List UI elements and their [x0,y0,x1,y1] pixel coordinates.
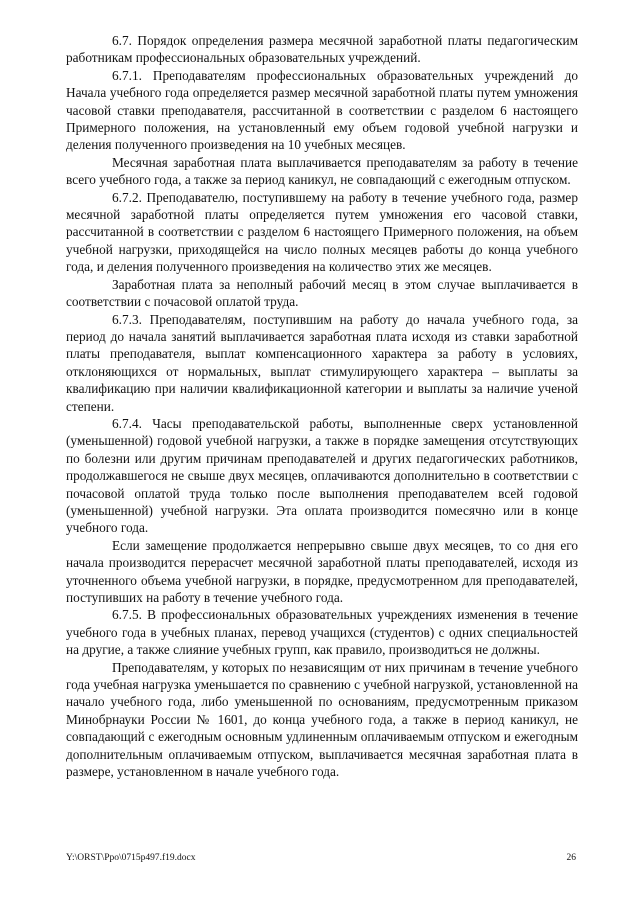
paragraph-6-7-4: 6.7.4. Часы преподавательской работы, выполненные сверх установленной (уменьшенной) годовой учебной нагрузки, а также в порядке замещения отсутствующих по болезни или другим причинам преподавателей и других педагогических работников, продолжавшегося не свыше двух месяцев, оплачиваются дополнительно в соответствии с почасовой оплатой труда только после выполнения преподавателем всей годовой (уменьшенной) учебной нагрузки. Эта оплата производится помесячно или в конце учебного года. [66,415,578,536]
paragraph-monthly-pay: Месячная заработная плата выплачивается преподавателям за работу в течение всего учебного года, а также за период каникул, не совпадающий с ежегодным отпуском. [66,154,578,188]
footer-page-number: 26 [566,853,576,863]
paragraph-6-7: 6.7. Порядок определения размера месячной заработной платы педагогическим работникам профессиональных образовательных учреждений. [66,33,578,66]
paragraph-replacement: Если замещение продолжается непрерывно свыше двух месяцев, то со дня его начала производится перерасчет месячной заработной платы преподавателей, исходя из уточненного объема учебной нагрузки, в порядке, предусмотренном для преподавателей, поступивших на работу в течение учебного года. [66,537,578,605]
paragraph-partial-month: Заработная плата за неполный рабочий месяц в этом случае выплачивается в соответствии с почасовой оплатой труда. [66,276,578,310]
paragraph-6-7-1: 6.7.1. Преподавателям профессиональных образовательных учреждений до Начала учебного года определяется размер месячной заработной платы путем умножения часовой ставки преподавателя, рассчитанной в соответствии с разделом 6 настоящего Примерного положения, на установленный ему объем годовой учебной нагрузки и деления полученного произведения на 10 учебных месяцев. [66,67,578,153]
paragraph-6-7-3: 6.7.3. Преподавателям, поступившим на работу до начала учебного года, за период до начала занятий выплачивается заработная плата исходя из ставки заработной платы преподавателя, выплат компенсационного характера за работу в условиях, отклоняющихся от нормальных, выплат стимулирующего характера – выплаты за квалификацию при наличии квалификационной категории и выплаты за наличие ученой степени. [66,311,578,414]
paragraph-6-7-2: 6.7.2. Преподавателю, поступившему на работу в течение учебного года, размер месячной заработной платы определяется путем умножения его часовой ставки, рассчитанной в соответствии с разделом 6 настоящего Примерного положения, на объем учебной нагрузки, приходящейся на число полных месяцев работы до конца учебного года, и деления полученного произведения на количество этих же месяцев. [66,189,578,275]
paragraph-6-7-5: 6.7.5. В профессиональных образовательных учреждениях изменения в течение учебного года в учебных планах, перевод учащихся (студентов) с одних специальностей на другие, а также слияние учебных групп, как правило, производиться не должны. [66,607,578,658]
document-body [66,32,578,780]
paragraph-reduced-load: Преподавателям, у которых по независящим от них причинам в течение учебного года учебная нагрузка уменьшается по сравнению с учебной нагрузкой, установленной на начало учебного года, либо уменьшенной по основаниям, предусмотренным приказом Минобрнауки России № 1601, до конца учебного года, а также в период каникул, не совпадающий с ежегодным основным удлиненным оплачиваемым отпуском и ежегодным дополнительным оплачиваемым отпуском, выплачивается месячная заработная плата в размере, установленном в начале учебного года. [66,659,578,780]
footer-file-path: Y:\ORST\Ppo\0715p497.f19.docx [66,853,196,863]
